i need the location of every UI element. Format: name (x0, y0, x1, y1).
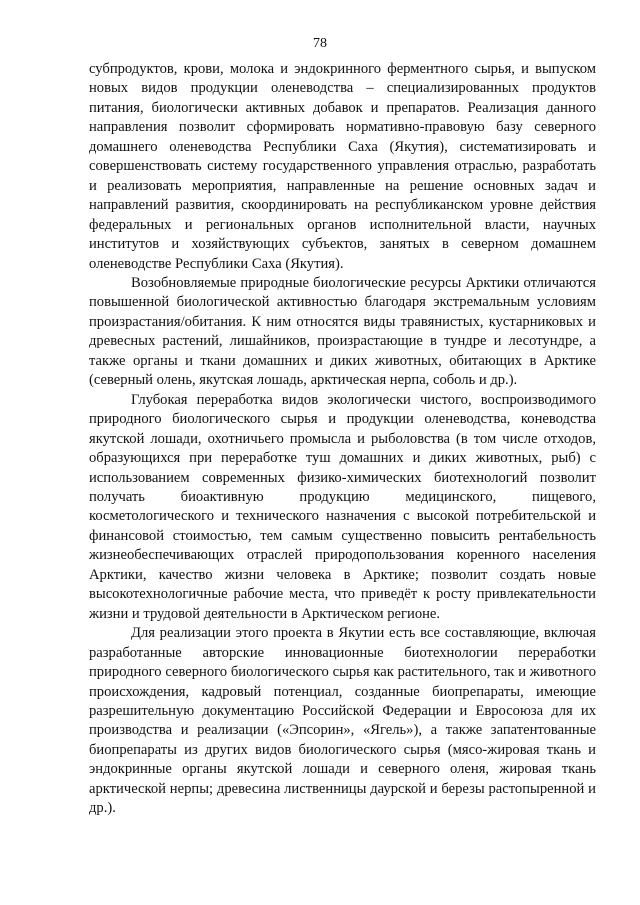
page-number: 78 (313, 36, 327, 51)
paragraph-continuation: субпродуктов, крови, молока и эндокринного ферментного сырья, и выпуском новых видов продукции оленеводства – специализированных продуктов питания, биологически активных добавок и препаратов. Реализация данного направления позволит сформировать нормативно-правовую базу северного домашнего оленеводства Республики Саха (Якутия), систематизировать и совершенствовать систему государственного управления отраслью, разработать и реализовать мероприятия, направленные на решение основных задач и направлений развития, скоординировать на республиканском уровне действия федеральных и региональных органов исполнительной власти, научных институтов и хозяйствующих субъектов, занятых в северном домашнем оленеводстве Республики Саха (Якутия). (89, 61, 596, 272)
body-text (89, 60, 596, 819)
paragraph-arctic-resources: Возобновляемые природные биологические ресурсы Арктики отличаются повышенной биологической активностью благодаря экстремальным условиям произрастания/обитания. К ним относятся виды травянистых, кустарниковых и древесных растений, лишайников, произрастающие в тундре и лесотундре, а также органы и ткани домашних и диких животных, обитающих в Арктике (северный олень, якутская лошадь, арктическая нерпа, соболь и др.). (89, 274, 596, 389)
paragraph-project-implementation: Для реализации этого проекта в Якутии есть все составляющие, включая разработанные авторские инновационные биотехнологии переработки природного северного биологического сырья как растительного, так и животного происхождения, кадровый потенциал, созданные биопрепараты, имеющие разрешительную документацию Российской Федерации и Евросоюза для их производства и реализации («Эпсорин», «Ягель»), а также запатентованные биопрепараты из других видов биологического сырья (мясо-жировая ткань и эндокринные органы якутской лошади и северного оленя, жировая ткань арктической нерпы; древесина лиственницы даурской и березы растопыренной и др.). (89, 625, 596, 817)
paragraph-deep-processing: Глубокая переработка видов экологически чистого, воспроизводимого природного биологического сырья и продукции оленеводства, коневодства якутской лошади, охотничьего промысла и рыболовства (в том числе отходов, образующихся при переработке туш домашних и диких животных, рыб) с использованием современных физико-химических биотехнологий позволит получать биоактивную продукцию медицинского, пищевого, косметологического и технического назначения с высокой потребительской и финансовой стоимостью, тем самым существенно повысить рентабельность жизнеобеспечивающих отраслей природопользования коренного населения Арктики, качество жизни человека в Арктике; позволит создать новые высокотехнологичные рабочие места, что приведёт к росту привлекательности жизни и трудовой деятельности в Арктическом регионе. (89, 391, 596, 622)
